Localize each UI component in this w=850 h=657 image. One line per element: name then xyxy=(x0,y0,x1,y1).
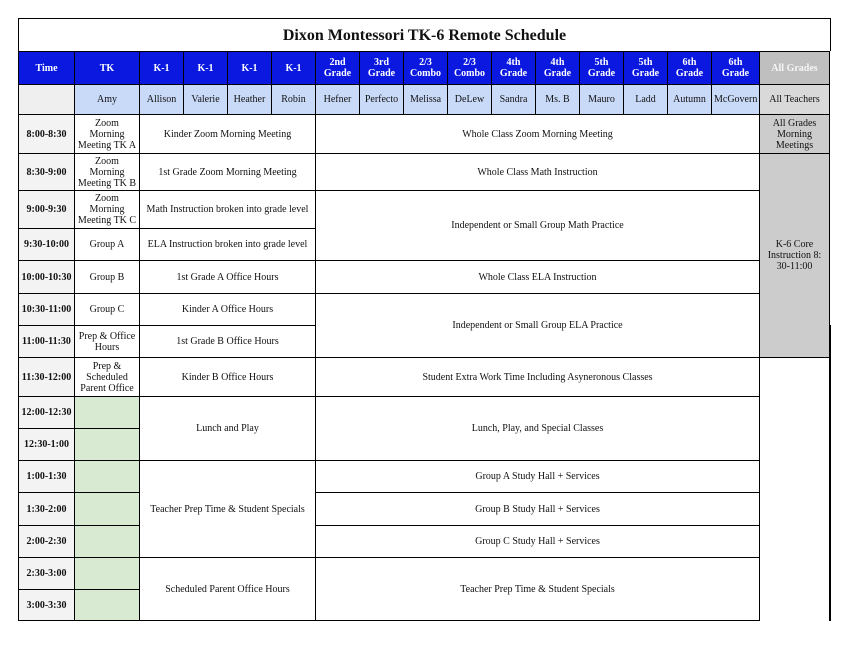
k1-cell: 1st Grade A Office Hours xyxy=(140,261,316,294)
tk-cell: Zoom Morning Meeting TK B xyxy=(75,154,140,191)
k1-cell: Scheduled Parent Office Hours xyxy=(140,558,316,621)
k1-cell: Math Instruction broken into grade level xyxy=(140,191,316,229)
time-cell: 12:30-1:00 xyxy=(19,429,75,461)
schedule-table xyxy=(18,51,831,621)
header-cell: 2nd Grade xyxy=(316,52,360,85)
time-cell: 3:00-3:30 xyxy=(19,590,75,621)
teacher-cell: Valerie xyxy=(184,85,228,115)
time-cell: 9:30-10:00 xyxy=(19,229,75,261)
teacher-cell: Ladd xyxy=(624,85,668,115)
teacher-cell: Robin xyxy=(272,85,316,115)
teacher-cell: Mauro xyxy=(580,85,624,115)
header-cell: 5th Grade xyxy=(624,52,668,85)
time-cell: 10:00-10:30 xyxy=(19,261,75,294)
teacher-cell-all: All Teachers xyxy=(760,85,830,115)
tk-cell-empty xyxy=(75,526,140,558)
tk-cell: Prep & Scheduled Parent Office xyxy=(75,358,140,397)
time-cell: 1:30-2:00 xyxy=(19,493,75,526)
header-cell: 2/3 Combo xyxy=(404,52,448,85)
teacher-cell: Perfecto xyxy=(360,85,404,115)
time-row xyxy=(19,294,831,326)
time-cell: 12:00-12:30 xyxy=(19,397,75,429)
upper-grades-cell: Group A Study Hall + Services xyxy=(316,461,760,493)
all-grades-cell: All Grades Morning Meetings xyxy=(760,115,830,154)
time-cell: 2:30-3:00 xyxy=(19,558,75,590)
header-cell: K-1 xyxy=(228,52,272,85)
time-row xyxy=(19,191,831,229)
tk-cell-empty xyxy=(75,590,140,621)
k1-cell: 1st Grade Zoom Morning Meeting xyxy=(140,154,316,191)
header-cell: K-1 xyxy=(272,52,316,85)
header-cell: Time xyxy=(19,52,75,85)
tk-cell: Prep & Office Hours xyxy=(75,326,140,358)
schedule-page xyxy=(18,18,831,626)
teacher-cell: Sandra xyxy=(492,85,536,115)
teacher-cell: Heather xyxy=(228,85,272,115)
k1-cell: Teacher Prep Time & Student Specials xyxy=(140,461,316,558)
teacher-cell-blank xyxy=(19,85,75,115)
upper-grades-cell: Whole Class ELA Instruction xyxy=(316,261,760,294)
k1-cell: Kinder Zoom Morning Meeting xyxy=(140,115,316,154)
page-title: Dixon Montessori TK-6 Remote Schedule xyxy=(18,18,831,51)
teacher-cell: DeLew xyxy=(448,85,492,115)
tk-cell: Group B xyxy=(75,261,140,294)
tk-cell: Zoom Morning Meeting TK C xyxy=(75,191,140,229)
header-cell: 2/3 Combo xyxy=(448,52,492,85)
teacher-cell: Autumn xyxy=(668,85,712,115)
time-row xyxy=(19,261,831,294)
time-cell: 11:00-11:30 xyxy=(19,326,75,358)
teacher-cell: Hefner xyxy=(316,85,360,115)
k1-cell: Lunch and Play xyxy=(140,397,316,461)
header-cell: K-1 xyxy=(184,52,228,85)
header-cell: 6th Grade xyxy=(712,52,760,85)
upper-grades-cell: Group B Study Hall + Services xyxy=(316,493,760,526)
tk-cell-empty xyxy=(75,493,140,526)
upper-grades-cell: Teacher Prep Time & Student Specials xyxy=(316,558,760,621)
teacher-cell: Melissa xyxy=(404,85,448,115)
tk-cell: Group A xyxy=(75,229,140,261)
upper-grades-cell: Whole Class Zoom Morning Meeting xyxy=(316,115,760,154)
tk-cell-empty xyxy=(75,461,140,493)
tk-cell: Zoom Morning Meeting TK A xyxy=(75,115,140,154)
upper-grades-cell: Independent or Small Group Math Practice xyxy=(316,191,760,261)
header-cell: 3rd Grade xyxy=(360,52,404,85)
time-row xyxy=(19,154,831,191)
time-row xyxy=(19,358,831,397)
time-cell: 11:30-12:00 xyxy=(19,358,75,397)
upper-grades-cell: Group C Study Hall + Services xyxy=(316,526,760,558)
tk-cell-empty xyxy=(75,397,140,429)
all-grades-cell xyxy=(830,326,831,621)
time-cell: 1:00-1:30 xyxy=(19,461,75,493)
teacher-cell: Allison xyxy=(140,85,184,115)
teacher-cell: Amy xyxy=(75,85,140,115)
time-cell: 8:00-8:30 xyxy=(19,115,75,154)
time-row xyxy=(19,115,831,154)
time-row xyxy=(19,397,831,429)
time-cell: 2:00-2:30 xyxy=(19,526,75,558)
teacher-row xyxy=(19,85,831,115)
tk-cell-empty xyxy=(75,558,140,590)
time-cell: 9:00-9:30 xyxy=(19,191,75,229)
header-cell: 4th Grade xyxy=(492,52,536,85)
time-row xyxy=(19,461,831,493)
header-cell: 4th Grade xyxy=(536,52,580,85)
teacher-cell: Ms. B xyxy=(536,85,580,115)
header-cell-all-grades: All Grades xyxy=(760,52,830,85)
upper-grades-cell: Independent or Small Group ELA Practice xyxy=(316,294,760,358)
teacher-cell: McGovern xyxy=(712,85,760,115)
upper-grades-cell: Lunch, Play, and Special Classes xyxy=(316,397,760,461)
time-cell: 10:30-11:00 xyxy=(19,294,75,326)
k1-cell: Kinder B Office Hours xyxy=(140,358,316,397)
time-row xyxy=(19,558,831,590)
k1-cell: ELA Instruction broken into grade level xyxy=(140,229,316,261)
header-cell: TK xyxy=(75,52,140,85)
k1-cell: Kinder A Office Hours xyxy=(140,294,316,326)
header-cell: 6th Grade xyxy=(668,52,712,85)
upper-grades-cell: Student Extra Work Time Including Asyneronous Classes xyxy=(316,358,760,397)
tk-cell: Group C xyxy=(75,294,140,326)
tk-cell-empty xyxy=(75,429,140,461)
k1-cell: 1st Grade B Office Hours xyxy=(140,326,316,358)
time-cell: 8:30-9:00 xyxy=(19,154,75,191)
all-grades-cell: K-6 Core Instruction 8: 30-11:00 xyxy=(760,154,830,358)
header-cell: K-1 xyxy=(140,52,184,85)
upper-grades-cell: Whole Class Math Instruction xyxy=(316,154,760,191)
header-cell: 5th Grade xyxy=(580,52,624,85)
grade-header-row xyxy=(19,52,831,85)
